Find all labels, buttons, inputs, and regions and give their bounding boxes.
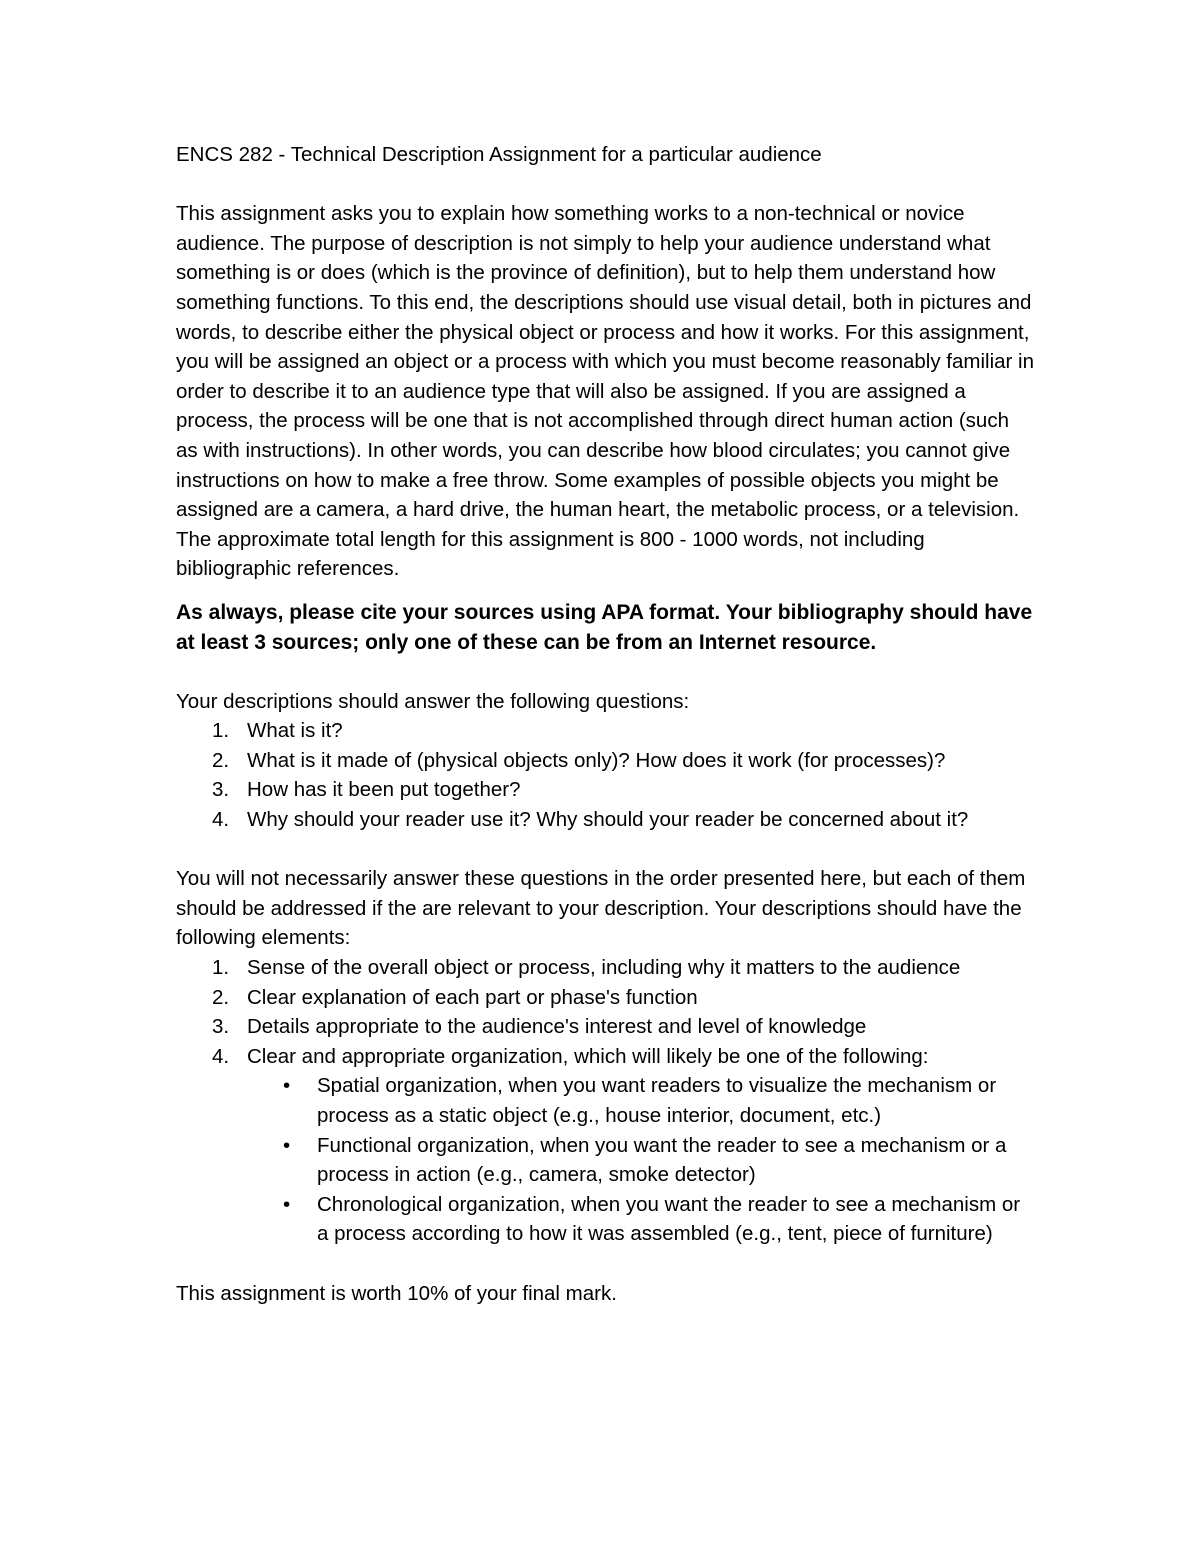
list-item bbox=[176, 1042, 1036, 1249]
list-item-text: Chronological organization, when you want the reader to see a mechanism or a process according to how it was assembled (e.g., tent, piece of furniture) bbox=[317, 1192, 1021, 1246]
list-item-text: How has it been put together? bbox=[247, 778, 521, 802]
bullet-icon: • bbox=[283, 1192, 291, 1216]
list-item bbox=[176, 775, 1036, 805]
list-item-text: Why should your reader use it? Why should your reader be concerned about it? bbox=[247, 808, 969, 832]
document-title: ENCS 282 - Technical Description Assignment for a particular audience bbox=[176, 143, 822, 166]
list-item-text: Clear and appropriate organization, which will likely be one of the following: bbox=[247, 1044, 929, 1068]
list-number: 2. bbox=[212, 985, 230, 1009]
list-item bbox=[176, 953, 1036, 983]
list-item bbox=[247, 1131, 1036, 1190]
list-number: 3. bbox=[212, 1015, 230, 1039]
list-number: 4. bbox=[212, 1044, 230, 1068]
spacer bbox=[176, 170, 1036, 200]
list-number: 1. bbox=[212, 956, 230, 980]
list-item-text: Clear explanation of each part or phase's function bbox=[247, 985, 698, 1009]
spacer bbox=[176, 835, 1036, 865]
list-item-text: Spatial organization, when you want readers to visualize the mechanism or process as a static object (e.g., house interior, document, etc.) bbox=[317, 1074, 997, 1127]
list-item bbox=[247, 1071, 1036, 1130]
list-item-text: What is it? bbox=[247, 719, 343, 743]
list-item-text: What is it made of (physical objects only)? How does it work (for processes)? bbox=[247, 748, 946, 772]
list-number: 1. bbox=[212, 719, 230, 743]
citation-notice: As always, please cite your sources using APA format. Your bibliography should have at least 3 sources; only one of these can be from an Internet resource. bbox=[176, 600, 1033, 654]
list-item bbox=[247, 1190, 1036, 1249]
spacer bbox=[176, 1249, 1036, 1279]
closing-paragraph: This assignment is worth 10% of your final mark. bbox=[176, 1281, 617, 1305]
list-number: 2. bbox=[212, 748, 230, 772]
list-item-text: Sense of the overall object or process, including why it matters to the audience bbox=[247, 956, 961, 980]
list-item bbox=[176, 983, 1036, 1013]
list-item bbox=[176, 716, 1036, 746]
list-item-text: Functional organization, when you want the reader to see a mechanism or a process in action (e.g., camera, smoke detector) bbox=[317, 1133, 1007, 1187]
list-item bbox=[176, 805, 1036, 835]
intro-paragraph: This assignment asks you to explain how something works to a non-technical or novice audience. The purpose of description is not simply to help your audience understand what something is or does (which is the province of definition), but to help them understand how something functions. To this end, the descriptions should use visual detail, both in pictures and words, to describe either the physical object or process and how it works. For this assignment, you will be assigned an object or a process with which you must become reasonably familiar in order to describe it to an audience type that will also be assigned. If you are assigned a process, the process will be one that is not accomplished through direct human action (such as with instructions). In other words, you can describe how blood circulates; you cannot give instructions on how to make a free throw. Some examples of possible objects you might be assigned are a camera, a hard drive, the human heart, the metabolic process, or a television. The approximate total length for this assignment is 800 - 1000 words, not including bibliographic references. bbox=[176, 202, 1035, 581]
bullet-icon: • bbox=[283, 1074, 291, 1098]
spacer bbox=[176, 657, 1036, 687]
list-item bbox=[176, 746, 1036, 776]
list-item bbox=[176, 1012, 1036, 1042]
elements-lead: You will not necessarily answer these questions in the order presented here, but each of them should be addressed if the are relevant to your description. Your descriptions should have the following elements: bbox=[176, 867, 1026, 950]
questions-lead: Your descriptions should answer the following questions: bbox=[176, 689, 690, 713]
list-number: 4. bbox=[212, 808, 230, 832]
list-number: 3. bbox=[212, 778, 230, 802]
organization-types-list bbox=[247, 1071, 1036, 1249]
elements-list bbox=[176, 953, 1036, 1249]
bullet-icon: • bbox=[283, 1133, 291, 1157]
list-item-text: Details appropriate to the audience's interest and level of knowledge bbox=[247, 1015, 867, 1039]
document-page bbox=[176, 140, 1036, 1308]
questions-list bbox=[176, 716, 1036, 834]
